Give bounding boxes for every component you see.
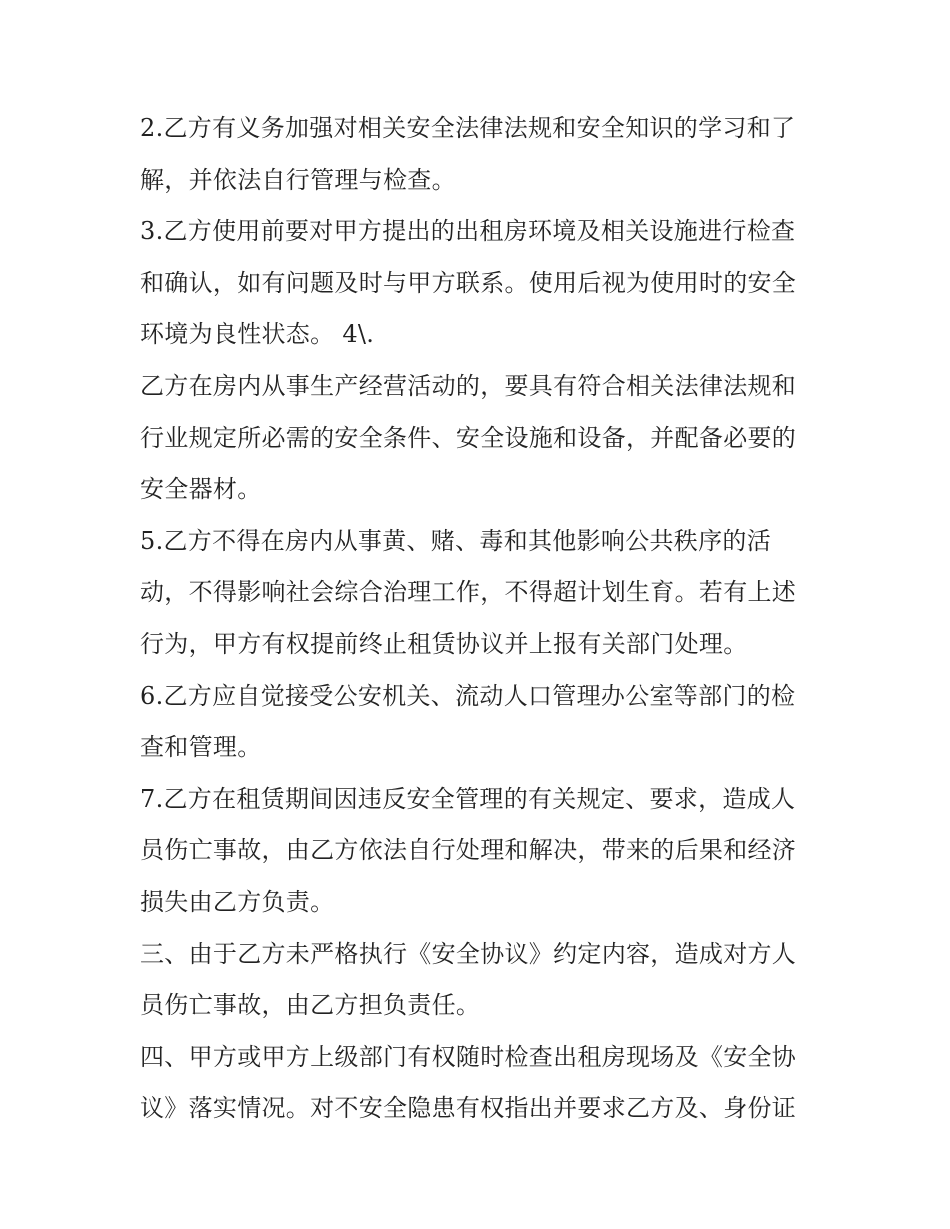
text-line: 安全器材。 (140, 475, 262, 504)
text-line: 2.乙方有义务加强对相关安全法律法规和安全知识的学习和了 (140, 114, 796, 142)
text-line: 员伤亡事故，由乙方依法自行处理和解决，带来的后果和经济 (140, 836, 797, 865)
text-line: 7.乙方在租赁期间因违反安全管理的有关规定、要求，造成人 (140, 784, 796, 813)
paragraph-section-4 (140, 1032, 830, 1135)
text-line: 行业规定所必需的安全条件、安全设施和设备，并配备必要的 (140, 423, 797, 452)
text-line: 议》落实情况。对不安全隐患有权指出并要求乙方及、身份证 (140, 1094, 797, 1123)
text-line: 5.乙方不得在房内从事黄、赌、毒和其他影响公共秩序的活 (140, 526, 771, 555)
text-line: 环境为良性状态。 4\. (140, 320, 375, 349)
text-line: 解，并依法自行管理与检查。 (140, 165, 456, 194)
paragraph-clause-6 (140, 671, 830, 774)
text-line: 乙方在房内从事生产经营活动的，要具有符合相关法律法规和 (140, 371, 797, 400)
text-line: 3.乙方使用前要对甲方提出的出租房环境及相关设施进行检查 (140, 217, 796, 246)
text-line: 三、由于乙方未严格执行《安全协议》约定内容，造成对方人 (140, 939, 797, 968)
document-body (140, 103, 830, 1135)
paragraph-clause-3 (140, 206, 830, 361)
text-line: 行为，甲方有权提前终止租赁协议并上报有关部门处理。 (140, 629, 748, 658)
text-line: 四、甲方或甲方上级部门有权随时检查出租房现场及《安全协 (140, 1042, 797, 1071)
paragraph-clause-7 (140, 774, 830, 929)
text-line: 和确认，如有问题及时与甲方联系。使用后视为使用时的安全 (140, 268, 797, 297)
text-line: 损失由乙方负责。 (140, 887, 335, 916)
text-line: 6.乙方应自觉接受公安机关、流动人口管理办公室等部门的检 (140, 681, 796, 710)
text-line: 查和管理。 (140, 733, 262, 762)
text-line: 员伤亡事故，由乙方担负责任。 (140, 991, 481, 1020)
paragraph-clause-4 (140, 361, 830, 516)
paragraph-section-3 (140, 929, 830, 1032)
paragraph-clause-2 (140, 103, 830, 206)
paragraph-clause-5 (140, 516, 830, 671)
text-line: 动，不得影响社会综合治理工作，不得超计划生育。若有上述 (140, 578, 797, 607)
